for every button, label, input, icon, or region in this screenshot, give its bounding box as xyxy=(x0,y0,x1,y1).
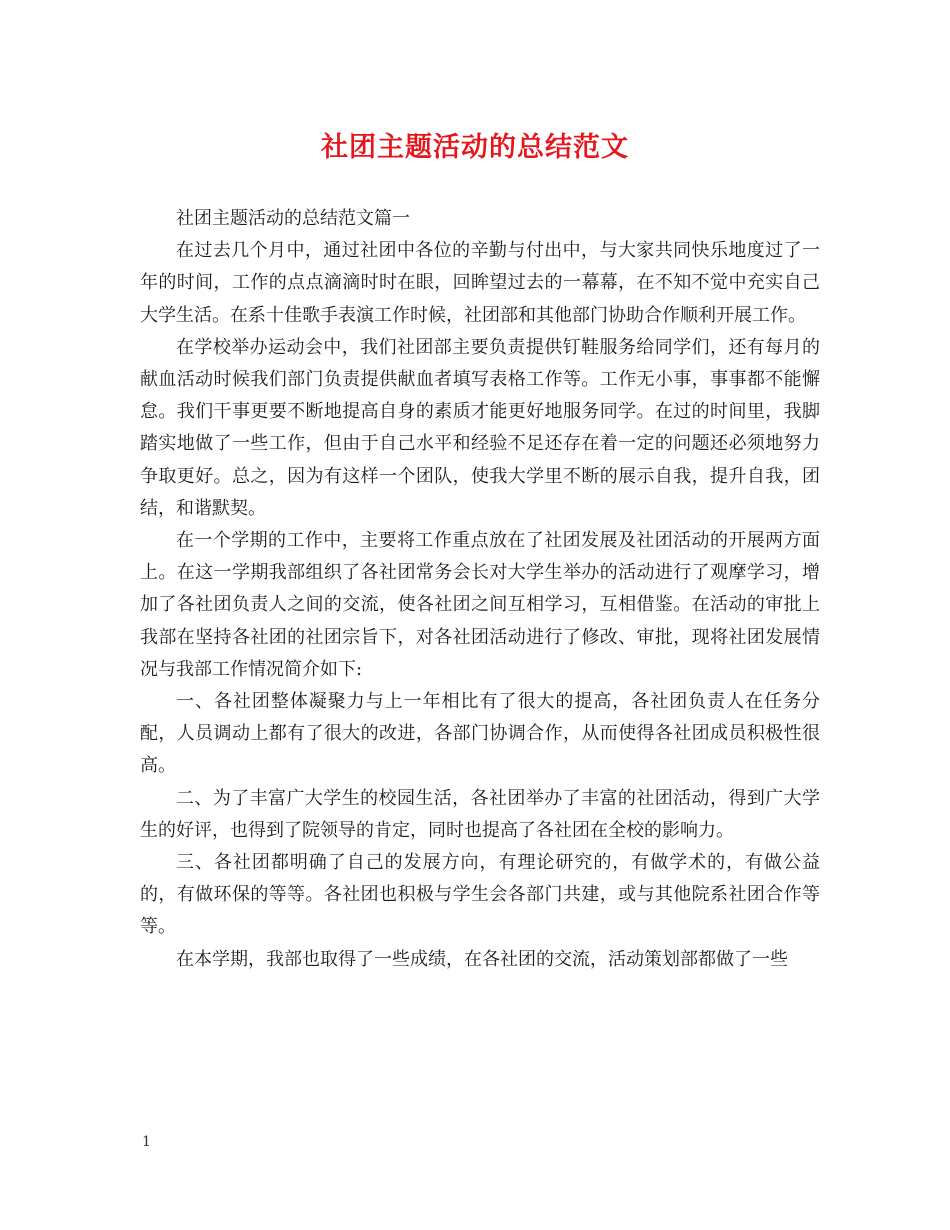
section-heading: 社团主题活动的总结范文篇一 xyxy=(176,208,410,229)
list-item: 二、为了丰富广大学生的校园生活，各社团举办了丰富的社团活动，得到广大学生的好评，也得到了院领导的肯定，同时也提高了各社团在全校的影响力。 xyxy=(140,787,820,841)
list-item: 三、各社团都明确了自己的发展方向，有理论研究的，有做学术的，有做公益的，有做环保的等等。各社团也积极与学生会各部门共建，或与其他院系社团合作等等。 xyxy=(140,852,820,938)
document-body xyxy=(140,203,820,976)
list-item: 一、各社团整体凝聚力与上一年相比有了很大的提高，各社团负责人在任务分配，人员调动上都有了很大的改进，各部门协调合作，从而使得各社团成员积极性很高。 xyxy=(140,691,820,777)
page-number: 1 xyxy=(142,1134,151,1150)
document-title: 社团主题活动的总结范文 xyxy=(321,132,629,163)
paragraph: 在学校举办运动会中，我们社团部主要负责提供钉鞋服务给同学们，还有每月的献血活动时候我们部门负责提供献血者填写表格工作等。工作无小事，事事都不能懈怠。我们干事更要不断地提高自身的素质才能更好地服务同学。在过的时间里，我脚踏实地做了一些工作，但由于自己水平和经验不足还存在着一定的问题还必须地努力争取更好。总之，因为有这样一个团队，使我大学里不断的展示自我，提升自我，团结，和谐默契。 xyxy=(140,336,820,519)
paragraph: 在过去几个月中，通过社团中各位的辛勤与付出中，与大家共同快乐地度过了一年的时间，工作的点点滴滴时时在眼，回眸望过去的一幕幕，在不知不觉中充实自己大学生活。在系十佳歌手表演工作时候，社团部和其他部门协助合作顺利开展工作。 xyxy=(140,240,820,326)
paragraph: 在本学期，我部也取得了一些成绩，在各社团的交流，活动策划部都做了一些 xyxy=(176,948,788,970)
paragraph: 在一个学期的工作中，主要将工作重点放在了社团发展及社团活动的开展两方面上。在这一学期我部组织了各社团常务会长对大学生举办的活动进行了观摩学习，增加了各社团负责人之间的交流，使各社团之间互相学习，互相借鉴。在活动的审批上我部在坚持各社团的社团宗旨下，对各社团活动进行了修改、审批，现将社团发展情况与我部工作情况简介如下: xyxy=(140,530,820,680)
